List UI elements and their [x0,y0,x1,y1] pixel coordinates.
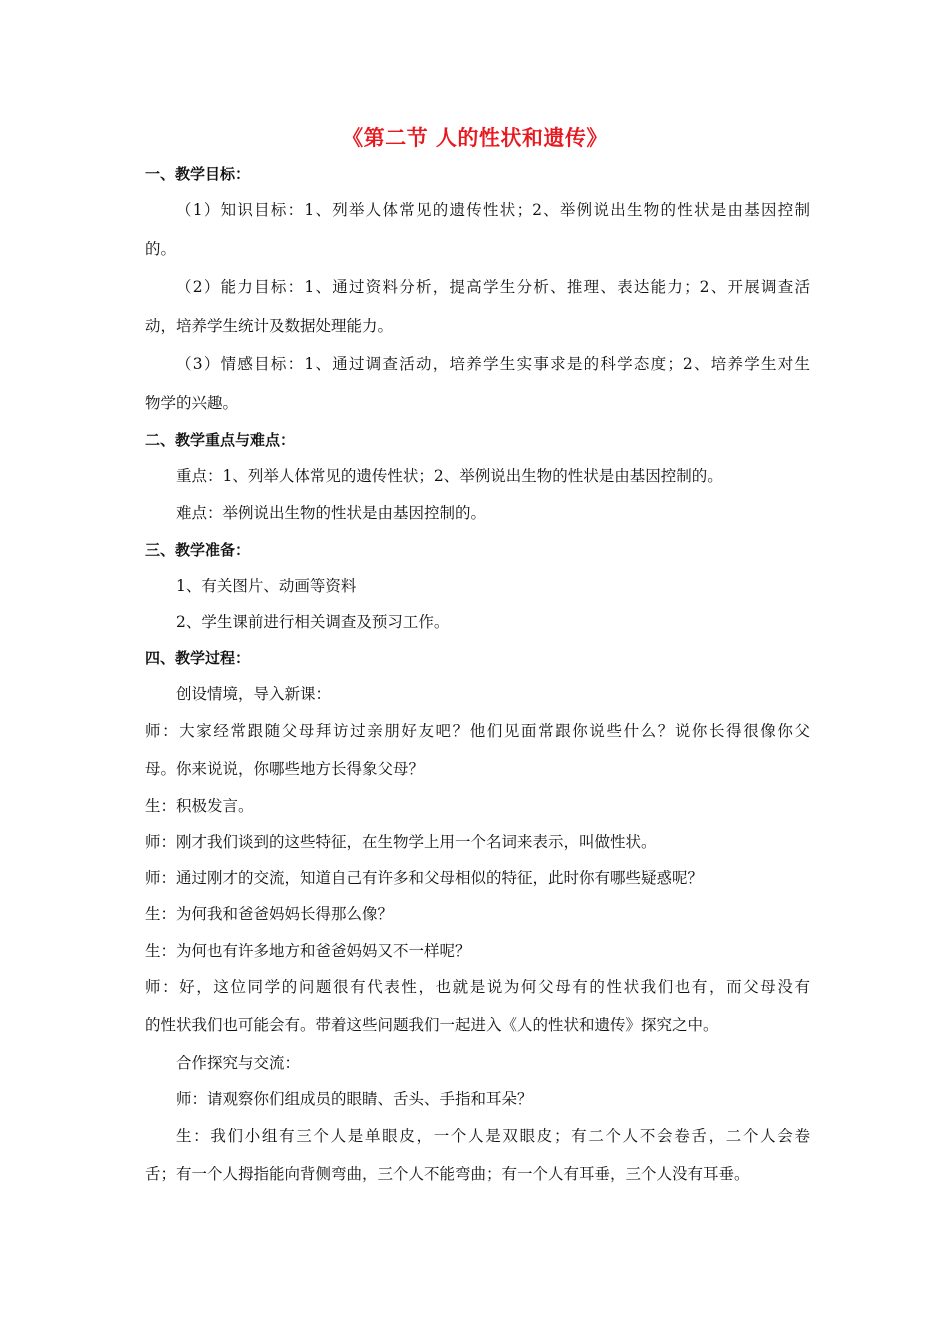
paragraph-line: 师：请观察你们组成员的眼睛、舌头、手指和耳朵？ [176,1090,533,1108]
paragraph-line: （1）知识目标：1、列举人体常见的遗传性状；2、举例说出生物的性状是由基因控制 [176,201,810,219]
section-heading-process: 四、教学过程： [145,649,251,667]
paragraph-line: （2）能力目标：1、通过资料分析，提高学生分析、推理、表达能力；2、开展调查活 [176,278,810,296]
paragraph-line: 2、学生课前进行相关调查及预习工作。 [176,613,450,631]
document-title: 《第二节 人的性状和遗传》 [342,126,608,150]
paragraph-line: 创设情境，导入新课： [176,685,332,703]
section-heading-objectives: 一、教学目标： [145,165,251,183]
paragraph-line: （3）情感目标：1、通过调查活动，培养学生实事求是的科学态度；2、培养学生对生 [176,355,810,373]
section-heading-key-points: 二、教学重点与难点： [145,431,296,449]
paragraph-line: 动，培养学生统计及数据处理能力。 [145,317,394,335]
paragraph-line: 合作探究与交流： [176,1054,301,1072]
paragraph-line: 难点：举例说出生物的性状是由基因控制的。 [176,504,487,522]
paragraph-line: 重点：1、列举人体常见的遗传性状；2、举例说出生物的性状是由基因控制的。 [176,467,723,485]
paragraph-line: 师：通过刚才的交流，知道自己有许多和父母相似的特征，此时你有哪些疑惑呢？ [145,869,704,887]
paragraph-line: 舌；有一个人拇指能向背侧弯曲，三个人不能弯曲；有一个人有耳垂，三个人没有耳垂。 [145,1165,750,1183]
paragraph-line: 师：大家经常跟随父母拜访过亲朋好友吧？他们见面常跟你说些什么？说你长得很像你父 [145,722,810,740]
paragraph-line: 师：好，这位同学的问题很有代表性，也就是说为何父母有的性状我们也有，而父母没有 [145,978,810,996]
paragraph-line: 生：我们小组有三个人是单眼皮，一个人是双眼皮；有二个人不会卷舌，二个人会卷 [176,1127,810,1145]
paragraph-line: 生：为何也有许多地方和爸爸妈妈又不一样呢？ [145,942,471,960]
paragraph-line: 的。 [145,240,177,258]
paragraph-line: 1、有关图片、动画等资料 [176,577,357,595]
section-heading-preparation: 三、教学准备： [145,541,251,559]
paragraph-line: 生：为何我和爸爸妈妈长得那么像？ [145,905,394,923]
paragraph-line: 的性状我们也可能会有。带着这些问题我们一起进入《人的性状和遗传》探究之中。 [145,1016,719,1034]
paragraph-line: 物学的兴趣。 [145,394,239,412]
paragraph-line: 生：积极发言。 [145,797,254,815]
paragraph-line: 师：刚才我们谈到的这些特征，在生物学上用一个名词来表示，叫做性状。 [145,833,657,851]
paragraph-line: 母。你来说说，你哪些地方长得象父母？ [145,760,425,778]
